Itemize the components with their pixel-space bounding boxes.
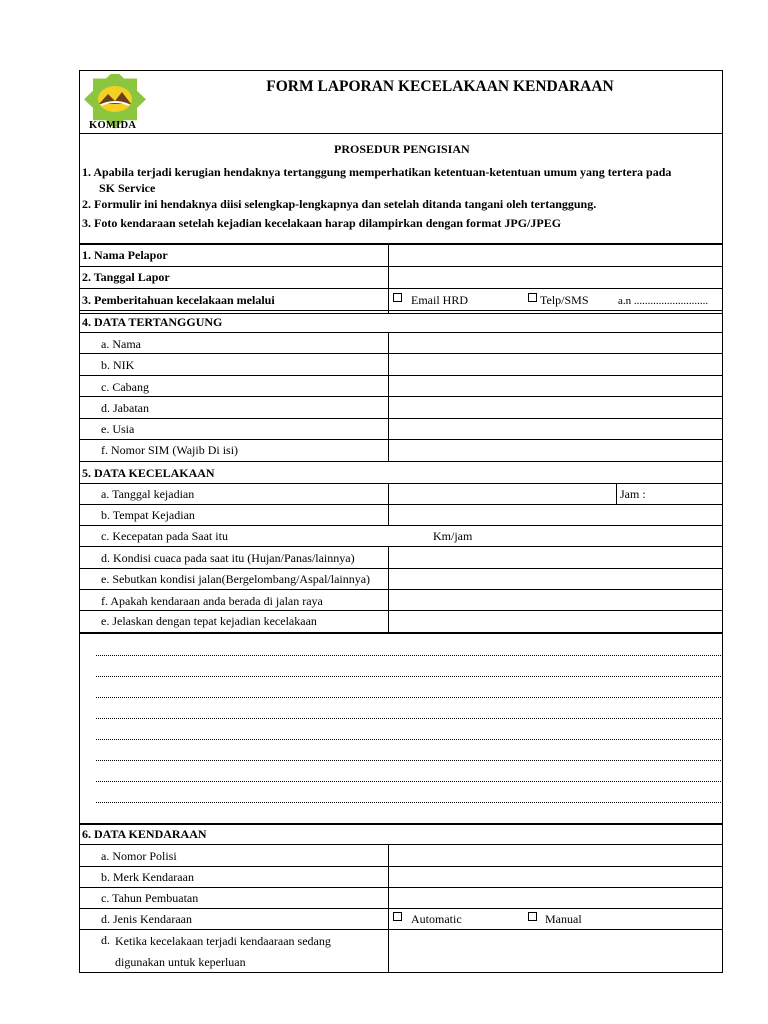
divider <box>79 844 723 845</box>
writing-line[interactable] <box>96 802 721 803</box>
divider <box>79 929 723 930</box>
divider <box>79 823 723 825</box>
divider <box>79 313 723 314</box>
label-usage-line1: Ketika kecelakaan terjadi kendaaraan sedang <box>115 934 331 948</box>
label-merk-kendaraan: b. Merk Kendaraan <box>101 870 194 884</box>
logo-text: KOMIDA <box>89 120 137 131</box>
divider <box>79 589 723 590</box>
divider <box>79 866 723 867</box>
label-kecepatan: c. Kecepatan pada Saat itu <box>101 529 228 543</box>
label-nomor-sim: f. Nomor SIM (Wajib Di isi) <box>101 443 239 457</box>
divider <box>79 483 723 484</box>
label-usia: e. Usia <box>101 422 135 436</box>
label-tempat-kejadian: b. Tempat Kejadian <box>101 508 195 522</box>
checkbox-automatic[interactable] <box>393 912 402 921</box>
column-divider <box>388 483 389 504</box>
column-divider <box>616 483 617 504</box>
writing-line[interactable] <box>96 697 721 698</box>
label-an: a.n ........................... <box>618 295 709 307</box>
divider <box>79 133 723 134</box>
label-telp-sms: Telp/SMS <box>540 293 589 307</box>
writing-line[interactable] <box>96 739 721 740</box>
label-nik: b. NIK <box>101 358 135 372</box>
label-tanggal-lapor: 2. Tanggal Lapor <box>82 270 170 284</box>
label-usage-letter: d. <box>101 933 110 947</box>
checkbox-telp-sms[interactable] <box>528 293 537 302</box>
column-divider <box>388 546 389 632</box>
divider <box>79 887 723 888</box>
label-km-jam: Km/jam <box>433 529 473 543</box>
divider <box>79 632 723 634</box>
divider <box>79 375 723 376</box>
section-data-kendaraan: 6. DATA KENDARAAN <box>82 827 207 841</box>
label-pemberitahuan: 3. Pemberitahuan kecelakaan melalui <box>82 293 275 307</box>
writing-line[interactable] <box>96 781 721 782</box>
label-email-hrd: Email HRD <box>411 293 468 307</box>
label-nomor-polisi: a. Nomor Polisi <box>101 849 177 863</box>
divider <box>79 461 723 462</box>
column-divider <box>388 504 389 525</box>
label-kondisi-cuaca: d. Kondisi cuaca pada saat itu (Hujan/Panas/lainnya) <box>101 551 355 565</box>
divider <box>79 396 723 397</box>
label-nama: a. Nama <box>101 337 141 351</box>
divider <box>79 353 723 354</box>
writing-line[interactable] <box>96 760 721 761</box>
checkbox-email-hrd[interactable] <box>393 293 402 302</box>
column-divider <box>388 243 389 313</box>
procedure-heading: PROSEDUR PENGISIAN <box>334 142 470 156</box>
procedure-item-1: 1. Apabila terjadi kerugian hendaknya tertanggung memperhatikan ketentuan-ketentuan umum yang tertera pada <box>82 165 672 179</box>
writing-line[interactable] <box>96 655 721 656</box>
section-data-tertanggung: 4. DATA TERTANGGUNG <box>82 315 223 329</box>
label-jalan-raya: f. Apakah kendaraan anda berada di jalan raya <box>101 594 323 608</box>
writing-line[interactable] <box>96 718 721 719</box>
form-title: FORM LAPORAN KECELAKAAN KENDARAAN <box>266 78 614 95</box>
label-cabang: c. Cabang <box>101 380 149 394</box>
label-tanggal-kejadian: a. Tanggal kejadian <box>101 487 195 501</box>
label-jabatan: d. Jabatan <box>101 401 149 415</box>
divider <box>79 288 723 289</box>
divider <box>79 332 723 333</box>
procedure-item-1-cont: SK Service <box>99 181 156 195</box>
procedure-item-2: 2. Formulir ini hendaknya diisi selengkap-lengkapnya dan setelah ditanda tangani oleh tertanggung. <box>82 197 597 211</box>
writing-line[interactable] <box>96 676 721 677</box>
divider <box>79 243 723 245</box>
column-divider <box>388 332 389 461</box>
divider <box>79 610 723 611</box>
divider <box>79 908 723 909</box>
label-kondisi-jalan: e. Sebutkan kondisi jalan(Bergelombang/Aspal/lainnya) <box>101 572 371 586</box>
label-automatic: Automatic <box>411 912 462 926</box>
divider <box>79 504 723 505</box>
divider <box>79 525 723 526</box>
label-jenis-kendaraan: d. Jenis Kendaraan <box>101 912 192 926</box>
divider <box>79 546 723 547</box>
label-jam: Jam : <box>620 487 646 501</box>
section-data-kecelakaan: 5. DATA KECELAKAAN <box>82 466 215 480</box>
label-jelaskan: e. Jelaskan dengan tepat kejadian kecelakaan <box>101 614 317 628</box>
divider <box>79 266 723 267</box>
procedure-item-3: 3. Foto kendaraan setelah kejadian kecelakaan harap dilampirkan dengan format JPG/JPEG <box>82 216 562 230</box>
divider <box>79 310 723 311</box>
label-usage-line2: digunakan untuk keperluan <box>115 955 246 969</box>
divider <box>79 439 723 440</box>
label-manual: Manual <box>545 912 582 926</box>
column-divider <box>388 844 389 972</box>
checkbox-manual[interactable] <box>528 912 537 921</box>
divider <box>79 568 723 569</box>
divider <box>79 418 723 419</box>
label-nama-pelapor: 1. Nama Pelapor <box>82 248 168 262</box>
label-tahun-pembuatan: c. Tahun Pembuatan <box>101 891 199 905</box>
